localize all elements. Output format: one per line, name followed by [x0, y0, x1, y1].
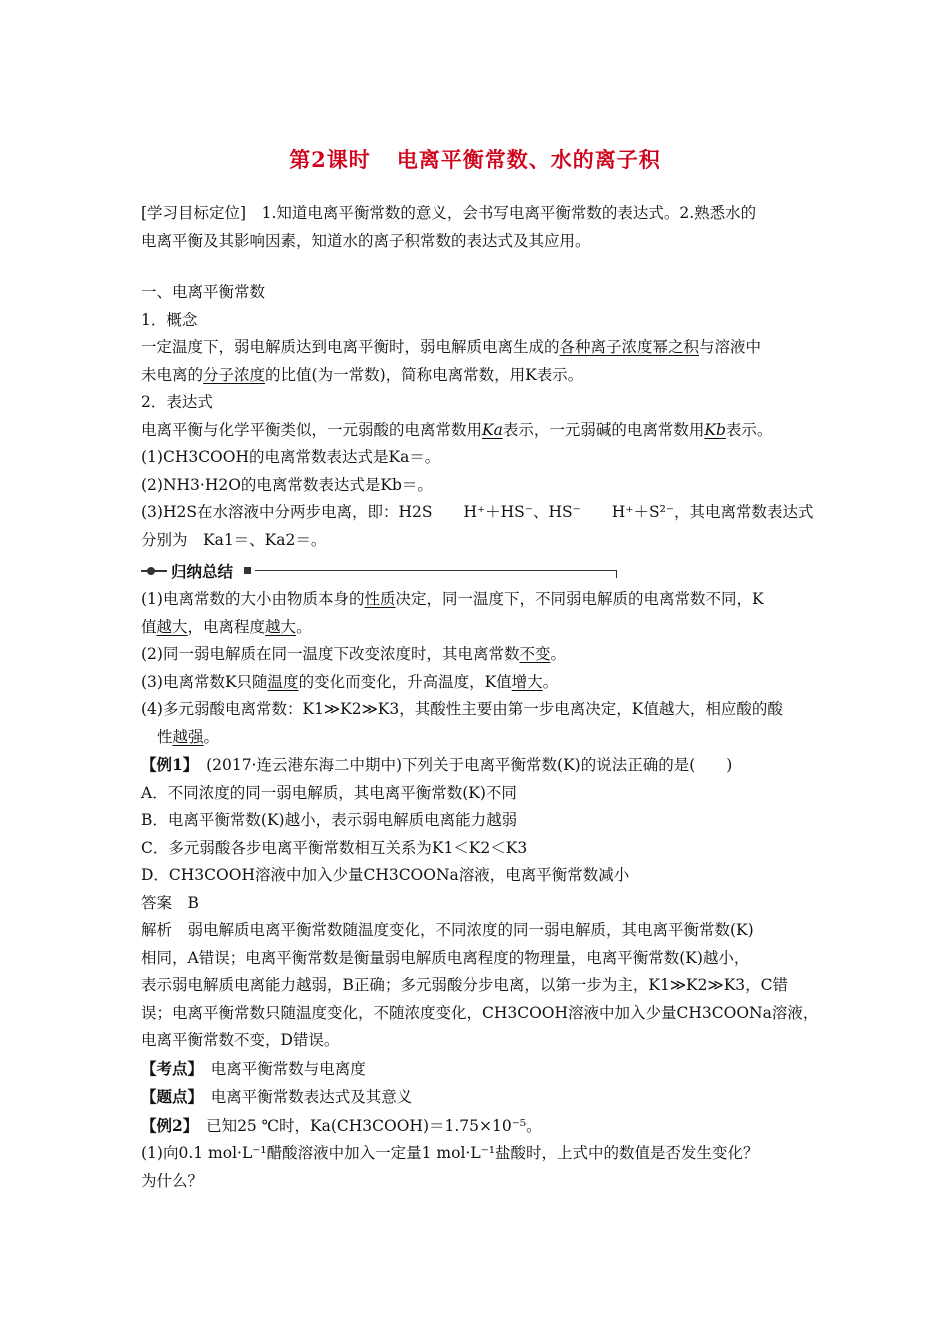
analysis-line: 相同，A错误；电离平衡常数是衡量弱电解质电离程度的物理量，电离平衡常数(K)越小， [141, 948, 750, 967]
subsection-heading: 1．概念 [141, 310, 198, 329]
option-a: A．不同浓度的同一弱电解质，其电离平衡常数(K)不同 [141, 783, 517, 802]
summary-line: 值越大，电离程度越大。 [141, 617, 312, 636]
paragraph-line: (2)NH3·H2O的电离常数表达式是Kb＝。 [141, 475, 433, 494]
option-d: D．CH3COOH溶液中加入少量CH3COONa溶液，电离平衡常数减小 [141, 866, 630, 884]
objectives-line: 电离平衡及其影响因素，知道水的离子积常数的表达式及其应用。 [141, 231, 591, 250]
example-stem: 【例1】 (2017·连云港东海二中期中)下列关于电离平衡常数(K)的说法正确的是( ) [141, 755, 733, 774]
paragraph-line: 电离平衡与化学平衡类似，一元弱酸的电离常数用Ka表示，一元弱碱的电离常数用Kb表示。 [141, 420, 773, 439]
title-lesson: 第2课时 [289, 147, 371, 172]
subsection-heading: 2．表达式 [141, 393, 213, 411]
paragraph-line: (1)CH3COOH的电离常数表达式是Ka＝。 [141, 448, 441, 466]
summary-line: (3)电离常数K只随温度的变化而变化，升高温度，K值增大。 [141, 672, 559, 691]
title-topic: 电离平衡常数、水的离子积 [396, 147, 661, 172]
summary-line: (1)电离常数的大小由物质本身的性质决定，同一温度下，不同弱电解质的电离常数不同，K [141, 590, 764, 608]
answer-line: 答案 B [141, 893, 199, 912]
paragraph-line: (3)H2S在水溶液中分两步电离，即：H2S H⁺＋HS⁻、HS⁻ H⁺＋S²⁻，其电离常数表达式 [141, 503, 814, 521]
analysis-line: 表示弱电解质电离能力越弱，B正确；多元弱酸分步电离，以第一步为主，K1≫K2≫K3，C错 [141, 976, 789, 994]
summary-line: (4)多元弱酸电离常数：K1≫K2≫K3，其酸性主要由第一步电离决定，K值越大，相应酸的酸 [141, 700, 783, 718]
paragraph-line: 一定温度下，弱电解质达到电离平衡时，弱电解质电离生成的各种离子浓度幂之积与溶液中 [141, 338, 762, 356]
tidian-line: 【题点】 电离平衡常数表达式及其意义 [141, 1087, 413, 1106]
document-body [141, 200, 821, 1195]
analysis-line: 电离平衡常数不变，D错误。 [141, 1031, 340, 1049]
analysis-line: 解析 弱电解质电离平衡常数随温度变化，不同浓度的同一弱电解质，其电离平衡常数(K) [141, 921, 754, 939]
page-title [0, 144, 950, 174]
option-c: C．多元弱酸各步电离平衡常数相互关系为K1＜K2＜K3 [141, 838, 528, 857]
objectives-line: [学习目标定位] 1.知道电离平衡常数的意义，会书写电离平衡常数的表达式。2.熟悉水的 [141, 204, 757, 222]
section-heading: 一、电离平衡常数 [141, 283, 266, 301]
summary-header [141, 560, 821, 582]
kaodian-line: 【考点】 电离平衡常数与电离度 [141, 1058, 366, 1078]
paragraph-line: 未电离的分子浓度的比值(为一常数)，简称电离常数，用K表示。 [141, 365, 584, 384]
option-b: B．电离平衡常数(K)越小，表示弱电解质电离能力越弱 [141, 811, 518, 829]
summary-line: 性越强。 [157, 727, 220, 746]
summary-line: (2)同一弱电解质在同一温度下改变浓度时，其电离常数不变。 [141, 645, 566, 663]
example-stem: 【例2】 已知25 ℃时，Ka(CH3COOH)＝1.75×10⁻⁵。 [141, 1115, 542, 1135]
analysis-line: 误；电离平衡常数只随温度变化，不随浓度变化，CH3COOH溶液中加入少量CH3COONa溶液， [141, 1003, 819, 1022]
summary-label: 归纳总结 [171, 563, 234, 581]
question-line: (1)向0.1 mol·L⁻¹醋酸溶液中加入一定量1 mol·L⁻¹盐酸时，上式中的数值是否发生变化？ [141, 1144, 759, 1162]
question-line: 为什么？ [141, 1171, 204, 1190]
paragraph-line: 分别为 Ka1＝、Ka2＝。 [141, 530, 327, 549]
